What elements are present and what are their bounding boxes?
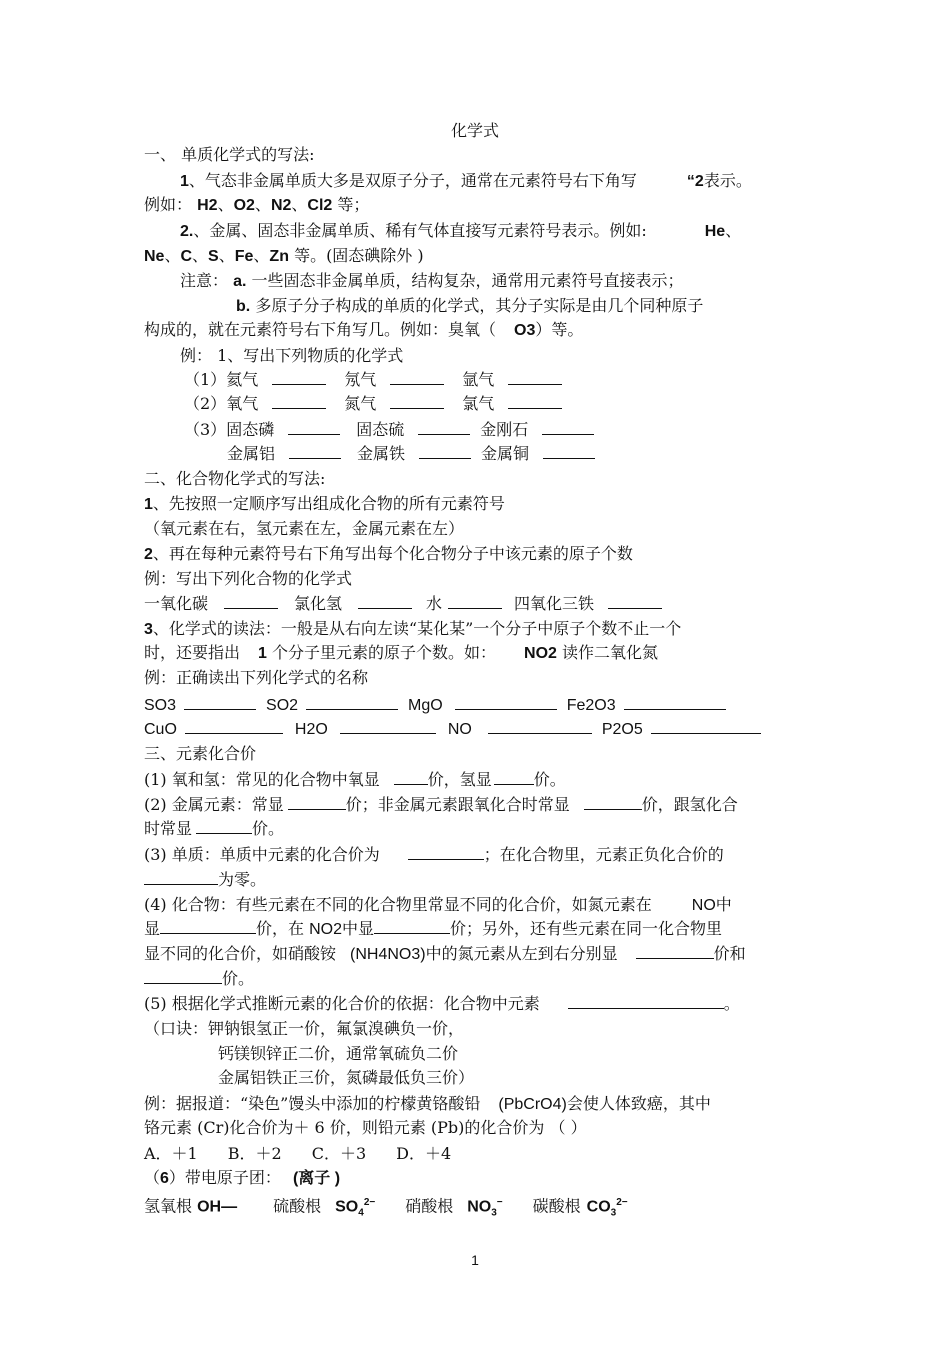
s1-row-1: （1）氦气 氖气 氩气 bbox=[184, 370, 566, 390]
answer-blank[interactable] bbox=[455, 695, 557, 710]
answer-blank[interactable] bbox=[608, 594, 662, 609]
s3-line-4c: 显不同的化合价，如硝酸铵 (NH4NO3)中的氮元素从左到右分别显 价和 bbox=[144, 944, 746, 963]
answer-blank[interactable] bbox=[224, 594, 278, 609]
answer-blank[interactable] bbox=[508, 370, 562, 385]
s3-line-4: (4) 化合物：有些元素在不同的化合物里常显不同的化合价，如氮元素在 NO中 bbox=[144, 895, 732, 914]
s1-note-b: b. 多原子分子构成的单质的化学式，其分子实际是由几个同种原子 bbox=[236, 296, 704, 315]
answer-blank[interactable] bbox=[184, 695, 256, 710]
s1-row-4: 金属铝 金属铁 金属铜 bbox=[227, 444, 599, 464]
s2-p3-line2: 时，还要指出 1 个分子里元素的原子个数。如： NO2 读作二氧化氮 bbox=[144, 643, 659, 662]
answer-blank[interactable] bbox=[418, 420, 470, 435]
s2-formula-row-2: CuO H2O NO P2O5 bbox=[144, 719, 765, 740]
s2-p2: 2、再在每种元素符号右下角写出每个化合物分子中该元素的原子个数 bbox=[144, 544, 633, 563]
answer-blank[interactable] bbox=[488, 719, 592, 734]
s2-example-2: 例：正确读出下列化学式的名称 bbox=[144, 668, 369, 687]
answer-blank[interactable] bbox=[494, 770, 534, 785]
s2-formula-row-1: SO3 SO2 MgO Fe2O3 bbox=[144, 695, 730, 716]
s1-row-3: （3）固态磷 固态硫 金刚石 bbox=[184, 420, 598, 440]
s2-example: 例：写出下列化合物的化学式 bbox=[144, 569, 353, 588]
answer-blank[interactable] bbox=[448, 594, 502, 609]
answer-blank[interactable] bbox=[636, 944, 714, 959]
answer-blank[interactable] bbox=[340, 719, 436, 734]
option-c[interactable]: C．＋3 bbox=[311, 1144, 367, 1163]
s3-line-4b: 显 价，在 NO2中显 价；另外，还有些元素在同一化合物里 bbox=[144, 919, 723, 938]
s1-p1-line2: 例如： H2、O2、N2、Cl2 等； bbox=[144, 195, 370, 214]
s3-line-5: (5) 根据化学式推断元素的化合价的依据：化合物中元素 。 bbox=[144, 994, 740, 1013]
answer-blank[interactable] bbox=[542, 420, 594, 435]
s3-line-4d: 价。 bbox=[144, 969, 254, 989]
answer-blank[interactable] bbox=[394, 770, 428, 785]
answer-blank[interactable] bbox=[408, 845, 484, 860]
answer-blank[interactable] bbox=[508, 394, 562, 409]
answer-blank[interactable] bbox=[374, 919, 450, 934]
s3-mnemonic-1: （口诀：钾钠银氢正一价，氟氯溴碘负一价， bbox=[144, 1019, 465, 1038]
s2-p1-note: （氧元素在右，氢元素在左，金属元素在左） bbox=[144, 519, 465, 538]
answer-blank[interactable] bbox=[624, 695, 726, 710]
page-title: 化学式 bbox=[450, 121, 499, 140]
s1-p1-line1: 1、气态非金属单质大多是双原子分子，通常在元素符号右下角写 “2表示。 bbox=[180, 171, 752, 190]
s3-question-line-2: 铬元素 (Cr)化合价为＋ 6 价，则铅元素 (Pb)的化合价为 （ ） bbox=[144, 1118, 587, 1137]
s3-line-1: (1) 氧和氢：常见的化合物中氧显 价，氢显 价。 bbox=[144, 770, 566, 789]
s3-line-3b: 为零。 bbox=[144, 870, 266, 890]
s3-line-2: (2) 金属元素：常显 价；非金属元素跟氧化合时常显 价，跟氢化合 bbox=[144, 795, 738, 814]
answer-blank[interactable] bbox=[584, 795, 642, 810]
option-b[interactable]: B．＋2 bbox=[227, 1144, 282, 1163]
answer-blank[interactable] bbox=[358, 594, 412, 609]
s3-line-3: (3) 单质：单质中元素的化合价为 ；在化合物里，元素正负化合价的 bbox=[144, 845, 724, 864]
s3-ion-groups: 氢氧根 OH— 硫酸根 $SO_4^{2-}$ 硝酸根 $NO_3^-$ 碳酸根 $CO_3^{2-}$ bbox=[144, 1196, 628, 1219]
section-3-heading: 三、元素化合价 bbox=[144, 744, 257, 763]
s3-mnemonic-2: 钙镁钡锌正二价，通常氧硫负二价 bbox=[218, 1044, 459, 1063]
answer-blank[interactable] bbox=[272, 394, 326, 409]
s1-row-2: （2）氧气 氮气 氯气 bbox=[184, 394, 566, 414]
s3-line-2b: 时常显 价。 bbox=[144, 819, 285, 838]
answer-blank[interactable] bbox=[543, 444, 595, 459]
answer-blank[interactable] bbox=[419, 444, 471, 459]
section-1-heading: 一、 单质化学式的写法: bbox=[144, 145, 315, 164]
answer-blank[interactable] bbox=[196, 819, 252, 834]
s2-p1: 1、先按照一定顺序写出组成化合物的所有元素符号 bbox=[144, 494, 505, 513]
s3-line-6: （6）带电原子团： (离子 ) bbox=[144, 1168, 341, 1187]
s1-note-a: 注意： a. 一些固态非金属单质，结构复杂，通常用元素符号直接表示； bbox=[180, 271, 684, 290]
answer-blank[interactable] bbox=[144, 969, 222, 984]
option-d[interactable]: D．＋4 bbox=[396, 1144, 452, 1163]
s2-compound-row: 一氧化碳 氯化氢 水 四氧化三铁 bbox=[144, 594, 666, 614]
s3-mnemonic-3: 金属铝铁正三价，氮磷最低负三价） bbox=[218, 1068, 475, 1087]
s3-question-line-1: 例：据报道：“染色”馒头中添加的柠檬黄铬酸铅 (PbCrO4)会使人体致癌，其中 bbox=[144, 1094, 711, 1113]
answer-blank[interactable] bbox=[390, 370, 444, 385]
answer-blank[interactable] bbox=[306, 695, 398, 710]
answer-blank[interactable] bbox=[288, 795, 346, 810]
answer-blank[interactable] bbox=[289, 444, 341, 459]
s1-p2-line2: Ne、C、S、Fe、Zn 等。(固态碘除外 ) bbox=[144, 246, 424, 265]
answer-blank[interactable] bbox=[651, 719, 761, 734]
s1-exercise-title: 例： 1、写出下列物质的化学式 bbox=[180, 346, 404, 365]
answer-blank[interactable] bbox=[568, 994, 724, 1009]
section-2-heading: 二、化合物化学式的写法: bbox=[144, 469, 326, 488]
answer-blank[interactable] bbox=[390, 394, 444, 409]
option-a[interactable]: A．＋1 bbox=[144, 1144, 198, 1163]
s2-p3-line1: 3、化学式的读法：一般是从右向左读“某化某”一个分子中原子个数不止一个 bbox=[144, 619, 682, 638]
answer-blank[interactable] bbox=[160, 919, 256, 934]
s1-note-b2: 构成的，就在元素符号右下角写几。例如：臭氧（ O3）等。 bbox=[144, 320, 584, 339]
answer-blank[interactable] bbox=[144, 870, 218, 885]
s3-options bbox=[144, 1144, 451, 1164]
answer-blank[interactable] bbox=[288, 420, 340, 435]
answer-blank[interactable] bbox=[272, 370, 326, 385]
page-number: 1 bbox=[471, 1252, 479, 1268]
s1-p2-line1: 2.、金属、固态非金属单质、稀有气体直接写元素符号表示。例如: He、 bbox=[180, 221, 742, 240]
answer-blank[interactable] bbox=[185, 719, 283, 734]
